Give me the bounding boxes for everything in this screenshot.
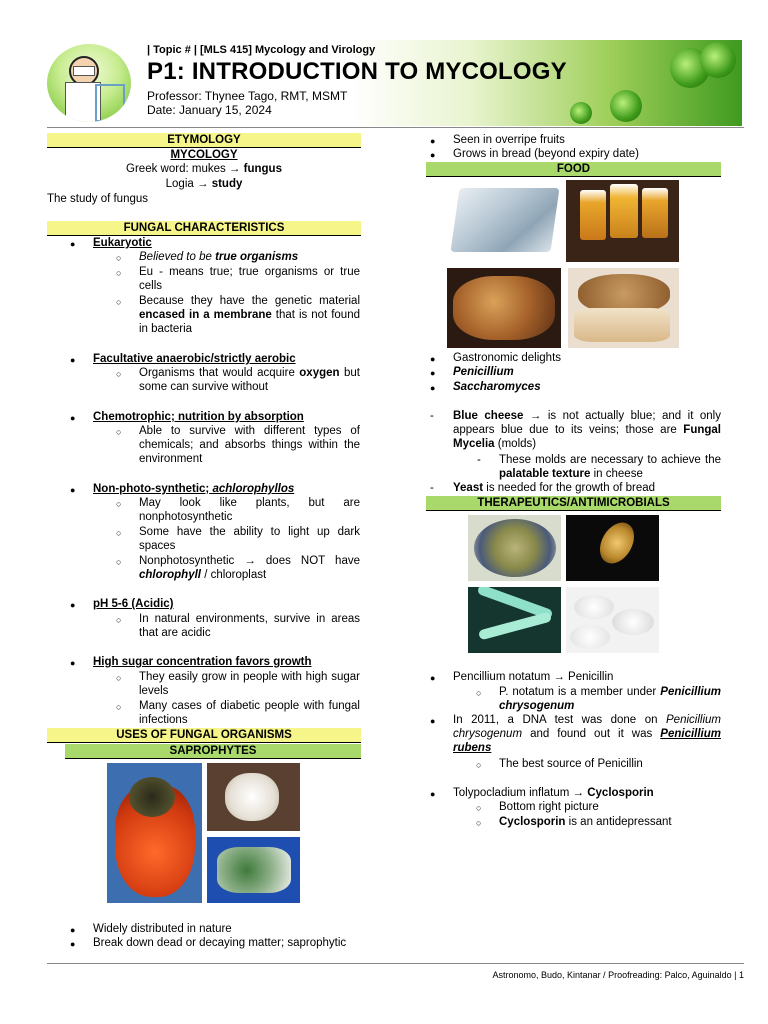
circle-bullet-icon: ○ [116, 673, 122, 683]
circle-bullet-icon: ○ [476, 760, 482, 770]
saprophytes-point-1: Widely distributed in nature [93, 923, 232, 935]
mycology-subheading: MYCOLOGY [170, 149, 238, 161]
bullet-icon: ● [70, 600, 76, 610]
characteristics-heading: FUNGAL CHARACTERISTICS [47, 221, 361, 236]
header-divider [47, 127, 744, 128]
virus-graphic [570, 102, 592, 124]
bullet-icon: ● [70, 939, 76, 949]
moldy-bread-image [207, 837, 300, 903]
definition-text: The study of fungus [47, 193, 149, 205]
circle-bullet-icon: ○ [116, 615, 122, 625]
beer-toast-image [566, 180, 679, 262]
bullet-icon: ● [70, 413, 76, 423]
page-title: P1: INTRODUCTION TO MYCOLOGY [147, 58, 567, 85]
saprophytes-point-2: Break down dead or decaying matter; saprophytic [93, 937, 347, 949]
circle-bullet-icon: ○ [476, 818, 482, 828]
topic-line: | Topic # | [MLS 415] Mycology and Virology [147, 44, 376, 56]
circle-bullet-icon: ○ [116, 702, 122, 712]
hyphae-image [468, 587, 561, 653]
penicillin-subpoint: P. notatum is a member under Penicillium chrysogenum [499, 686, 721, 712]
dash-icon: - [430, 482, 434, 494]
sugar-sub-2: Many cases of diabetic people with fungal infections [139, 700, 360, 726]
circle-bullet-icon: ○ [116, 253, 122, 263]
dna-test-point: In 2011, a DNA test was done on Penicillium chrysogenum and found out it was Penicillium rubens [453, 714, 721, 754]
bullet-icon: ● [70, 658, 76, 668]
bullet-icon: ● [70, 239, 76, 249]
tablets-image [566, 587, 659, 653]
circle-bullet-icon: ○ [476, 688, 482, 698]
virus-graphic [610, 90, 642, 122]
rotting-pepper-image [107, 763, 202, 903]
penicillium-point: Penicillium [453, 366, 514, 378]
mushrooms-dish-image [447, 268, 561, 348]
eukaryotic-sub-1: Believed to be true organisms [139, 251, 299, 263]
therapeutics-heading: THERAPEUTICS/ANTIMICROBIALS [426, 496, 721, 511]
sugar-sub-1: They easily grow in people with high sugar levels [139, 671, 360, 697]
bullet-icon: ● [430, 368, 436, 378]
eukaryotic-sub-3: Because they have the genetic material encased in a membrane that is not found in bacteria [139, 295, 360, 335]
bottom-right-subpoint: Bottom right picture [499, 801, 599, 813]
saccharomyces-point: Saccharomyces [453, 381, 541, 393]
nonphotosynthetic-item: Non-photo-synthetic; achlorophyllos [93, 483, 295, 495]
ph-sub-1: In natural environments, survive in areas that are acidic [139, 613, 360, 639]
nonphotosynthetic-sub-3: Nonphotosynthetic → does NOT have chlorophyll / chloroplast [139, 555, 360, 581]
bullet-icon: ● [70, 355, 76, 365]
gastronomic-point: Gastronomic delights [453, 352, 562, 364]
bread-loaf-image [568, 268, 679, 348]
chemotrophic-sub-1: Able to survive with different types of chemicals; and absorbs things within the environment [139, 425, 360, 465]
logia-line: Logia → study [165, 178, 243, 190]
blue-cheese-point: Blue cheese → is not actually blue; and it only appears blue due to its veins; those are Fungal Mycelia (molds) [453, 410, 721, 450]
bullet-icon: ● [430, 354, 436, 364]
facultative-item: Facultative anaerobic/strictly aerobic [93, 353, 296, 365]
facultative-sub-1: Organisms that would acquire oxygen but some can survive without [139, 367, 360, 393]
professor-line: Professor: Thynee Tago, RMT, MSMT [147, 89, 348, 103]
circle-bullet-icon: ○ [116, 427, 122, 437]
bullet-icon: ● [430, 716, 436, 726]
best-source-subpoint: The best source of Penicillin [499, 758, 643, 770]
footer-credits: Astronomo, Budo, Kintanar / Proofreading: Palco, Aguinaldo | 1 [492, 970, 744, 980]
dash-icon: - [477, 454, 481, 466]
virus-graphic [700, 42, 736, 78]
chemotrophic-item: Chemotrophic; nutrition by absorption [93, 411, 304, 423]
uses-heading: USES OF FUNGAL ORGANISMS [47, 728, 361, 743]
bullet-icon: ● [70, 485, 76, 495]
bullet-icon: ● [430, 789, 436, 799]
bullet-icon: ● [430, 673, 436, 683]
nonphotosynthetic-sub-1: May look like plants, but are nonphotosynthetic [139, 497, 360, 523]
date-line: Date: January 15, 2024 [147, 103, 272, 117]
yeast-point: Yeast is needed for the growth of bread [453, 482, 656, 494]
eukaryotic-item: Eukaryotic [93, 237, 152, 249]
avatar [47, 44, 131, 122]
penicillium-colony-image [468, 515, 561, 581]
conidiophore-image [566, 515, 659, 581]
eukaryotic-sub-2: Eu - means true; true organisms or true cells [139, 266, 360, 292]
bullet-icon: ● [430, 383, 436, 393]
nonphotosynthetic-sub-2: Some have the ability to light up dark spaces [139, 526, 360, 552]
sugar-item: High sugar concentration favors growth [93, 656, 312, 668]
tolypocladium-point: Tolypocladium inflatum → Cyclosporin [453, 787, 654, 799]
etymology-heading: ETYMOLOGY [47, 133, 361, 148]
bread-point: Grows in bread (beyond expiry date) [453, 148, 640, 160]
penicillin-point: Pencillium notatum → Penicillin [453, 671, 614, 683]
greek-word-line: Greek word: mukes → fungus [126, 163, 282, 175]
saprophytes-heading: SAPROPHYTES [65, 744, 361, 759]
ph-item: pH 5-6 (Acidic) [93, 598, 174, 610]
molds-subpoint: These molds are necessary to achieve the palatable texture in cheese [499, 454, 721, 480]
overripe-fruits-point: Seen in overripe fruits [453, 134, 565, 146]
food-heading: FOOD [426, 162, 721, 177]
dash-icon: - [430, 410, 434, 422]
circle-bullet-icon: ○ [116, 268, 122, 278]
cyclosporin-subpoint: Cyclosporin is an antidepressant [499, 816, 672, 828]
bullet-icon: ● [430, 150, 436, 160]
circle-bullet-icon: ○ [116, 528, 122, 538]
circle-bullet-icon: ○ [116, 297, 122, 307]
circle-bullet-icon: ○ [476, 803, 482, 813]
bullet-icon: ● [70, 925, 76, 935]
bracket-fungus-image [207, 763, 300, 831]
footer-divider [47, 963, 744, 964]
circle-bullet-icon: ○ [116, 369, 122, 379]
circle-bullet-icon: ○ [116, 557, 122, 567]
blue-cheese-image [447, 180, 559, 258]
circle-bullet-icon: ○ [116, 499, 122, 509]
bullet-icon: ● [430, 136, 436, 146]
